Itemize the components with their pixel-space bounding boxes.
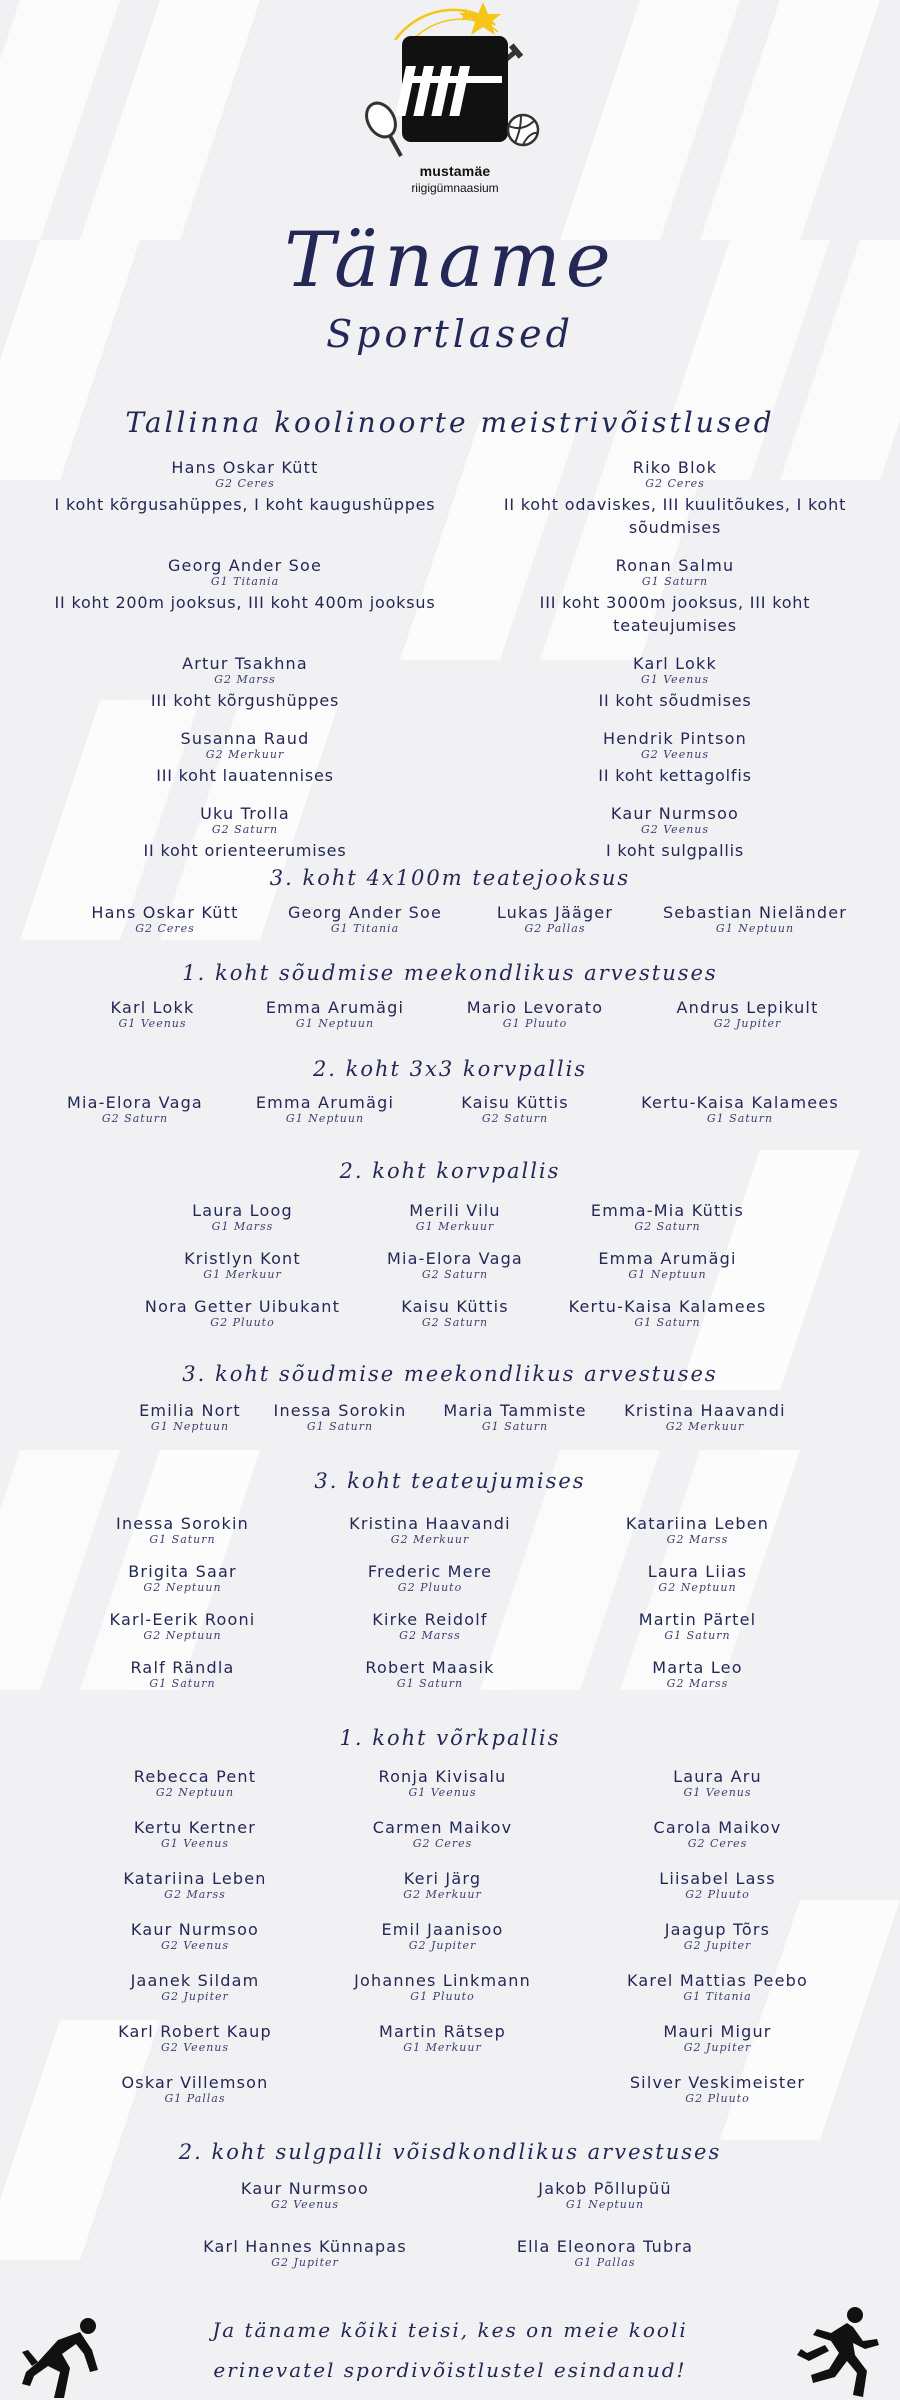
person-card: [610, 1093, 870, 1125]
person-class: G2 Marss: [666, 1533, 729, 1546]
person-name: Inessa Sorokin: [273, 1401, 407, 1420]
person-name: Kertu Kertner: [133, 1818, 257, 1837]
person-name: Carola Maikov: [653, 1818, 782, 1837]
section-title: 3. koht sõudmise meekondlikus arvestuses: [182, 1362, 718, 1386]
person-card: [65, 903, 265, 935]
person-card: [80, 1562, 285, 1594]
person-card: [475, 458, 875, 539]
person-class: G1 Titania: [330, 922, 400, 935]
person-card: [125, 1297, 360, 1329]
person-card: [80, 1658, 285, 1690]
person-card: [575, 1818, 860, 1850]
person-class: G2 Pluuto: [685, 2092, 750, 2105]
person-class: G1 Pallas: [574, 2256, 636, 2269]
school-subtitle: riigigümnaasium: [411, 181, 499, 195]
person-card: [575, 1514, 820, 1546]
person-card: [575, 1610, 820, 1642]
person-class: G2 Jupiter: [683, 2041, 752, 2054]
person-class: G1 Veenus: [640, 673, 710, 686]
person-achievement: II koht odaviskes, III kuulitõukes, I koht sõudmises: [503, 495, 847, 537]
person-name: Robert Maasik: [365, 1658, 495, 1677]
person-card: [285, 1514, 575, 1546]
person-achievement: I koht sulgpallis: [605, 841, 745, 860]
person-name: Sebastian Nieländer: [662, 903, 848, 922]
person-name: Emma Arumägi: [255, 1093, 395, 1112]
person-name: Martin Pärtel: [638, 1610, 757, 1629]
person-name: Ronan Salmu: [615, 556, 735, 575]
person-name: Georg Ander Soe: [287, 903, 443, 922]
person-name: Hendrik Pintson: [603, 729, 747, 748]
person-card: [170, 2237, 440, 2269]
person-class: G2 Neptuun: [658, 1581, 737, 1594]
person-name: Riko Blok: [632, 458, 718, 477]
person-class: G2 Pallas: [524, 922, 586, 935]
person-card: [285, 1610, 575, 1642]
person-name: Johannes Linkmann: [354, 1971, 531, 1990]
person-name: Artur Tsakhna: [182, 654, 308, 673]
person-name: Nora Getter Uibukant: [144, 1297, 341, 1316]
person-card: [575, 2073, 860, 2105]
person-card: [125, 1249, 360, 1281]
person-class: G1 Saturn: [396, 1677, 464, 1690]
person-card: [360, 1297, 550, 1329]
person-name: Oskar Villemson: [121, 2073, 269, 2092]
section-title: 2. koht sulgpalli võisdkondlikus arvestuses: [178, 2140, 722, 2164]
section-title: 3. koht 4x100m teatejooksus: [269, 866, 631, 890]
person-card: [70, 998, 235, 1030]
person-achievement: III koht 3000m jooksus, III koht teateujumises: [539, 593, 811, 635]
person-card: [125, 1201, 360, 1233]
person-class: G2 Neptuun: [143, 1581, 222, 1594]
person-name: Frederic Mere: [367, 1562, 493, 1581]
person-class: G1 Veenus: [118, 1017, 187, 1030]
person-name: Laura Liias: [647, 1562, 748, 1581]
person-name: Lukas Jääger: [496, 903, 614, 922]
person-class: G1 Veenus: [683, 1786, 752, 1799]
person-name: Emma Arumägi: [265, 998, 405, 1017]
person-card: [605, 1401, 805, 1433]
person-achievement: III koht lauatennises: [156, 766, 334, 785]
section-grid-basketball: [125, 1201, 785, 1329]
person-card: [475, 804, 875, 862]
person-name: Ronja Kivisalu: [378, 1767, 507, 1786]
person-class: G2 Ceres: [135, 922, 195, 935]
person-achievement: III koht kõrgushüppes: [150, 691, 340, 710]
person-card: [475, 654, 875, 712]
person-card: [45, 729, 445, 787]
person-name: Laura Loog: [192, 1201, 293, 1220]
person-card: [465, 903, 645, 935]
person-card: [575, 2022, 860, 2054]
person-class: G2 Veenus: [270, 2198, 340, 2211]
person-card: [80, 1514, 285, 1546]
person-card: [310, 1971, 575, 2003]
person-class: G1 Neptuun: [285, 1112, 365, 1125]
person-name: Kertu-Kaisa Kalamees: [641, 1093, 839, 1112]
person-card: [80, 1818, 310, 1850]
person-name: Kertu-Kaisa Kalamees: [568, 1297, 767, 1316]
person-class: G2 Merkuur: [665, 1420, 745, 1433]
footer-thanks: Ja täname kõiki teisi, kes on meie kooli erinevatel spordivõistlustel esindanud!: [212, 2318, 688, 2382]
person-class: G1 Titania: [683, 1990, 752, 2003]
person-class: G1 Saturn: [149, 1533, 216, 1546]
person-name: Emma Arumägi: [598, 1249, 737, 1268]
person-card: [550, 1249, 785, 1281]
person-card: [440, 2179, 770, 2211]
person-class: G1 Neptuun: [150, 1420, 230, 1433]
section-title: 1. koht võrkpallis: [339, 1726, 561, 1750]
person-name: Rebecca Pent: [133, 1767, 257, 1786]
section-grid-rowing-1: [70, 998, 860, 1030]
person-card: [310, 2022, 575, 2054]
person-name: Emil Jaanisoo: [381, 1920, 504, 1939]
person-card: [125, 1401, 255, 1433]
person-name: Emma-Mia Küttis: [590, 1201, 745, 1220]
person-card: [575, 1971, 860, 2003]
person-name: Kristina Haavandi: [349, 1514, 511, 1533]
person-class: G1 Veenus: [160, 1837, 230, 1850]
person-class: G2 Saturn: [101, 1112, 169, 1125]
person-class: G2 Ceres: [645, 477, 705, 490]
person-card: [170, 2179, 440, 2211]
section-grid-championship: [45, 458, 875, 862]
section-grid-3x3: [40, 1093, 870, 1125]
person-card: [255, 1401, 425, 1433]
person-name: Carmen Maikov: [372, 1818, 513, 1837]
person-class: G1 Merkuur: [415, 1220, 495, 1233]
person-name: Mia-Elora Vaga: [67, 1093, 203, 1112]
person-card: [80, 1610, 285, 1642]
person-class: G2 Marss: [399, 1629, 461, 1642]
person-class: G2 Veenus: [640, 823, 710, 836]
person-class: G2 Marss: [214, 673, 276, 686]
person-name: Kaisu Küttis: [401, 1297, 509, 1316]
person-name: Kaur Nurmsoo: [610, 804, 740, 823]
volleyball-icon: [508, 115, 538, 145]
section-title: 2. koht 3x3 korvpallis: [312, 1057, 588, 1081]
person-achievement: II koht kettagolfis: [598, 766, 752, 785]
person-class: G2 Veenus: [160, 1939, 230, 1952]
person-name: Ella Eleonora Tubra: [516, 2237, 694, 2256]
person-class: G2 Neptuun: [143, 1629, 222, 1642]
person-card: [40, 1093, 230, 1125]
person-class: G1 Saturn: [706, 1112, 774, 1125]
person-name: Jakob Põllupüü: [538, 2179, 672, 2198]
person-class: G2 Jupiter: [408, 1939, 477, 1952]
person-class: G2 Pluuto: [397, 1581, 463, 1594]
person-name: Kirke Reidolf: [372, 1610, 488, 1629]
person-class: G1 Saturn: [149, 1677, 216, 1690]
person-name: Martin Rätsep: [379, 2022, 506, 2041]
person-name: Katariina Leben: [625, 1514, 770, 1533]
person-name: Liisabel Lass: [659, 1869, 776, 1888]
person-class: G2 Merkuur: [205, 748, 285, 761]
person-class: G2 Ceres: [687, 1837, 748, 1850]
person-class: G2 Jupiter: [161, 1990, 229, 2003]
person-card-empty: [310, 2073, 575, 2105]
person-name: Jaagup Tõrs: [664, 1920, 771, 1939]
person-card: [45, 458, 445, 539]
person-name: Andrus Lepikult: [676, 998, 819, 1017]
person-name: Brigita Saar: [128, 1562, 237, 1581]
person-class: G1 Titania: [210, 575, 280, 588]
person-class: G2 Saturn: [421, 1268, 489, 1281]
person-card: [550, 1297, 785, 1329]
person-card: [475, 729, 875, 787]
person-name: Kaisu Küttis: [461, 1093, 569, 1112]
person-class: G2 Jupiter: [271, 2256, 339, 2269]
school-name: mustamäe: [419, 163, 491, 179]
person-class: G2 Veenus: [640, 748, 710, 761]
person-card: [310, 1920, 575, 1952]
person-class: G2 Jupiter: [713, 1017, 782, 1030]
sub-title: Sportlased: [326, 312, 574, 356]
person-name: Hans Oskar Kütt: [171, 458, 319, 477]
person-class: G1 Merkuur: [203, 1268, 282, 1281]
person-card: [575, 1562, 820, 1594]
person-name: Jaanek Sildam: [130, 1971, 260, 1990]
person-name: Kristlyn Kont: [184, 1249, 301, 1268]
person-class: G1 Neptuun: [628, 1268, 707, 1281]
person-class: G2 Neptuun: [155, 1786, 235, 1799]
person-class: G2 Saturn: [634, 1220, 701, 1233]
person-card: [310, 1818, 575, 1850]
person-name: Kristina Haavandi: [624, 1401, 786, 1420]
person-card: [45, 654, 445, 712]
person-class: G2 Saturn: [481, 1112, 549, 1125]
person-name: Karl Lokk: [633, 654, 717, 673]
person-class: G2 Saturn: [421, 1316, 489, 1329]
person-name: Karl Hannes Künnapas: [203, 2237, 407, 2256]
person-card: [310, 1767, 575, 1799]
person-card: [80, 1869, 310, 1901]
person-class: G2 Veenus: [160, 2041, 230, 2054]
person-name: Karl-Eerik Rooni: [109, 1610, 256, 1629]
main-title: Täname: [284, 215, 616, 304]
person-achievement: II koht 200m jooksus, III koht 400m jooksus: [54, 593, 436, 612]
person-card: [285, 1562, 575, 1594]
person-name: Kaur Nurmsoo: [240, 2179, 370, 2198]
person-achievement: I koht kõrgusahüppes, I koht kaugushüppes: [54, 495, 436, 514]
person-class: G2 Ceres: [215, 477, 275, 490]
person-card: [575, 1658, 820, 1690]
person-name: Mia-Elora Vaga: [387, 1249, 523, 1268]
person-card: [575, 1920, 860, 1952]
person-card: [285, 1658, 575, 1690]
person-name: Keri Järg: [403, 1869, 482, 1888]
person-class: G2 Saturn: [211, 823, 279, 836]
person-name: Georg Ander Soe: [167, 556, 323, 575]
person-name: Katariina Leben: [123, 1869, 267, 1888]
person-class: G1 Saturn: [306, 1420, 374, 1433]
section-title: 3. koht teateujumises: [314, 1469, 586, 1493]
person-card: [360, 1249, 550, 1281]
person-card: [235, 998, 435, 1030]
person-class: G1 Saturn: [481, 1420, 549, 1433]
section-grid-swim-relay: [80, 1514, 840, 1690]
person-name: Hans Oskar Kütt: [91, 903, 239, 922]
person-name: Ralf Rändla: [130, 1658, 235, 1677]
person-class: G1 Pluuto: [502, 1017, 568, 1030]
person-card: [475, 556, 875, 637]
person-card: [575, 1767, 860, 1799]
person-class: G2 Jupiter: [683, 1939, 752, 1952]
section-grid-rowing-3: [125, 1401, 805, 1433]
person-name: Karel Mattias Peebo: [627, 1971, 808, 1990]
person-class: G1 Merkuur: [403, 2041, 482, 2054]
person-class: G1 Pallas: [164, 2092, 226, 2105]
person-class: G2 Merkuur: [390, 1533, 470, 1546]
person-card: [360, 1201, 550, 1233]
person-name: Karl Lokk: [110, 998, 195, 1017]
person-card: [80, 1767, 310, 1799]
person-card: [435, 998, 635, 1030]
person-achievement: II koht sõudmises: [598, 691, 752, 710]
person-name: Mauri Migur: [663, 2022, 772, 2041]
person-name: Emilia Nort: [139, 1401, 241, 1420]
person-name: Karl Robert Kaup: [118, 2022, 272, 2041]
person-card: [45, 556, 445, 637]
sprinter-start-icon: [18, 2310, 113, 2400]
person-name: Laura Aru: [673, 1767, 762, 1786]
person-class: G1 Saturn: [664, 1629, 731, 1642]
person-card: [80, 2022, 310, 2054]
person-class: G1 Saturn: [634, 1316, 701, 1329]
person-card: [265, 903, 465, 935]
person-achievement: II koht orienteerumises: [143, 841, 347, 860]
person-class: G2 Pluuto: [210, 1316, 275, 1329]
person-class: G2 Marss: [164, 1888, 226, 1901]
section-grid-badminton: [170, 2179, 770, 2269]
person-name: Mario Levorato: [466, 998, 604, 1017]
person-class: G1 Pluuto: [410, 1990, 475, 2003]
person-card: [80, 1920, 310, 1952]
logo-square: [402, 36, 508, 142]
person-card: [230, 1093, 420, 1125]
person-class: G1 Neptuun: [565, 2198, 645, 2211]
section-grid-volleyball: [80, 1767, 860, 2105]
person-card: [420, 1093, 610, 1125]
person-card: [635, 998, 860, 1030]
section-title: 1. koht sõudmise meekondlikus arvestuses: [182, 961, 718, 985]
person-class: G2 Ceres: [412, 1837, 473, 1850]
person-name: Inessa Sorokin: [116, 1514, 249, 1533]
person-class: G2 Merkuur: [403, 1888, 482, 1901]
person-class: G2 Marss: [666, 1677, 729, 1690]
school-logo: [355, 0, 555, 200]
person-card: [550, 1201, 785, 1233]
person-class: G1 Neptuun: [715, 922, 795, 935]
person-card: [80, 2073, 310, 2105]
person-class: G2 Pluuto: [685, 1888, 750, 1901]
tennis-racket-icon: [361, 98, 402, 156]
section-title: 2. koht korvpallis: [339, 1159, 561, 1183]
person-card: [575, 1869, 860, 1901]
person-card: [645, 903, 865, 935]
person-class: G1 Marss: [211, 1220, 274, 1233]
person-class: G1 Saturn: [641, 575, 709, 588]
logo-graphic: [355, 0, 555, 160]
person-name: Kaur Nurmsoo: [130, 1920, 260, 1939]
person-name: Silver Veskimeister: [629, 2073, 806, 2092]
person-card: [45, 804, 445, 862]
person-card: [440, 2237, 770, 2269]
person-name: Merili Vilu: [409, 1201, 501, 1220]
section-grid-relay: [65, 903, 865, 935]
person-card: [80, 1971, 310, 2003]
person-name: Uku Trolla: [200, 804, 290, 823]
section-title: Tallinna koolinoorte meistrivõistlused: [125, 406, 775, 439]
person-name: Maria Tammiste: [443, 1401, 587, 1420]
runner-icon: [795, 2305, 890, 2400]
person-name: Susanna Raud: [180, 729, 310, 748]
person-card: [310, 1869, 575, 1901]
person-card: [425, 1401, 605, 1433]
person-name: Marta Leo: [652, 1658, 743, 1677]
person-class: G1 Neptuun: [295, 1017, 375, 1030]
person-class: G1 Veenus: [408, 1786, 477, 1799]
